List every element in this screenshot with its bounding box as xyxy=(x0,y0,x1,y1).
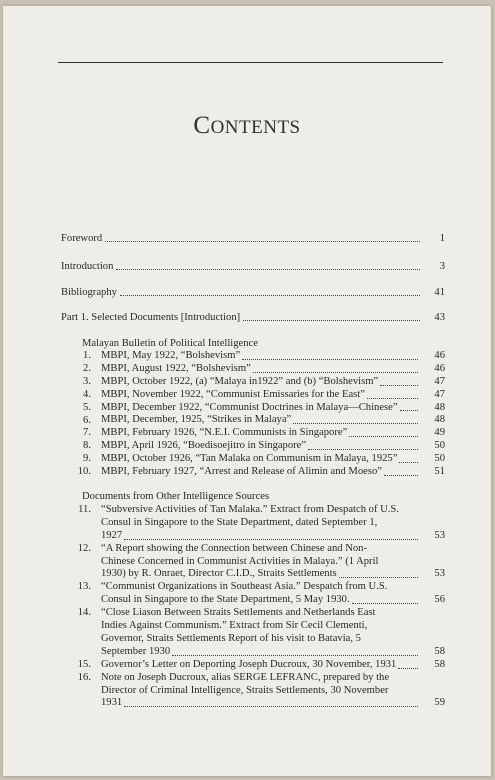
toc-item-text: MBPI, April 1926, “Boedisoejitro in Singapore” xyxy=(101,440,307,452)
toc-item-page: 58 xyxy=(434,645,445,657)
toc-item-line xyxy=(101,607,445,620)
toc-item-number: 7. xyxy=(83,427,91,439)
toc-entry-part-1 xyxy=(61,311,445,324)
toc-item-text: Consul in Singapore to the State Department, 5 May 1930. xyxy=(101,594,350,606)
toc-item-text: 1927 xyxy=(101,529,123,541)
toc-item-number: 5. xyxy=(83,401,91,413)
toc-item-number: 1. xyxy=(83,350,91,361)
toc-item-page: 46 xyxy=(434,362,445,374)
toc-item-body xyxy=(101,376,445,389)
section-heading: Malayan Bulletin of Political Intelligence xyxy=(82,338,258,349)
toc-item-line xyxy=(101,594,445,607)
toc-item-text: Consul in Singapore to the State Department, dated September 1, xyxy=(101,516,378,528)
toc-item-number: 13. xyxy=(77,581,91,593)
top-rule xyxy=(58,62,443,63)
dot-leader xyxy=(253,364,418,373)
section-heading: Documents from Other Intelligence Sources xyxy=(82,491,270,502)
toc-entry-introduction xyxy=(61,260,445,273)
toc-item-text: MBPI, December 1922, “Communist Doctrines in Malaya—Chinese” xyxy=(101,401,398,413)
dot-leader xyxy=(349,428,418,437)
toc-item-text: Indies Against Communism.” Extract from Sir Cecil Clementi, xyxy=(101,620,368,632)
toc-item-line xyxy=(101,415,445,428)
dot-leader xyxy=(398,660,418,669)
dot-leader xyxy=(380,377,418,386)
dot-leader xyxy=(384,467,418,476)
toc-item-line xyxy=(101,543,445,556)
toc-entry-foreword xyxy=(61,232,445,245)
toc-item-text: Note on Joseph Ducroux, alias SERGE LEFRANC, prepared by the xyxy=(101,671,390,683)
toc-item-line xyxy=(101,620,445,633)
toc-entry-label: Foreword xyxy=(61,233,103,244)
toc-item-number: 8. xyxy=(83,440,91,452)
toc-item-number: 4. xyxy=(83,388,91,400)
toc-item-text: MBPI, November 1922, “Communist Emissaries for the East” xyxy=(101,388,365,400)
toc-item-page: 48 xyxy=(434,401,445,413)
dot-leader xyxy=(116,260,420,270)
toc-item-number: 3. xyxy=(83,375,91,387)
toc-item-text: “Close Liason Between Straits Settlements and Netherlands East xyxy=(101,607,376,619)
toc-item-page: 46 xyxy=(434,349,445,361)
toc-item-page: 47 xyxy=(434,375,445,387)
toc-item-body xyxy=(101,427,445,440)
toc-item-page: 50 xyxy=(434,453,445,465)
toc-item-line xyxy=(101,427,445,440)
dot-leader xyxy=(120,286,420,296)
toc-item-line xyxy=(101,530,445,543)
toc-item-line xyxy=(101,440,445,453)
dot-leader xyxy=(124,531,418,540)
toc-item-text: September 1930 xyxy=(101,645,171,657)
toc-item-body xyxy=(101,466,445,479)
dot-leader xyxy=(399,454,418,463)
toc-item-line xyxy=(101,453,445,466)
toc-item-text: MBPI, October 1926, “Tan Malaka on Communism in Malaya, 1925” xyxy=(101,453,398,465)
dot-leader xyxy=(243,311,420,321)
toc-item-text: MBPI, October 1922, (a) “Malaya in1922” and (b) “Bolshevism” xyxy=(101,375,379,387)
toc-item-body xyxy=(101,453,445,466)
toc-item-page: 53 xyxy=(434,568,445,580)
toc-item-text: “A Report showing the Connection between Chinese and Non- xyxy=(101,542,367,554)
title-initial: C xyxy=(193,112,211,139)
toc-item-line xyxy=(101,466,445,479)
toc-item-line xyxy=(101,402,445,415)
toc-item-number: 15. xyxy=(77,658,91,670)
dot-leader xyxy=(172,647,418,656)
dot-leader xyxy=(242,351,418,360)
toc-entry-label: Bibliography xyxy=(61,287,117,298)
toc-entry-label: Part 1. Selected Documents [Introduction] xyxy=(61,312,241,323)
toc-entry-page: 1 xyxy=(439,233,445,244)
toc-item-text: Governor’s Letter on Deporting Joseph Ducroux, 30 November, 1931 xyxy=(101,658,397,670)
toc-item-body xyxy=(101,581,445,607)
toc-item-line xyxy=(101,376,445,389)
toc-item-body xyxy=(101,440,445,453)
toc-item-line xyxy=(101,556,445,569)
toc-item-line xyxy=(101,697,445,710)
toc-item-body xyxy=(101,415,445,428)
toc-item-number: 16. xyxy=(77,671,91,683)
dot-leader xyxy=(352,595,418,604)
toc-item-text: Chinese Concerned in Communist Activities in Malaya.” (1 April xyxy=(101,555,379,567)
toc-item-number: 10. xyxy=(77,466,91,478)
toc-item-text: MBPI, February 1927, “Arrest and Release of Alimin and Moeso” xyxy=(101,466,382,478)
toc-item-body xyxy=(101,350,445,363)
toc-item-page: 51 xyxy=(434,466,445,478)
book-page xyxy=(3,6,491,776)
toc-item-line xyxy=(101,659,445,672)
toc-item-page: 47 xyxy=(434,388,445,400)
toc-item-page: 48 xyxy=(434,414,445,426)
toc-item-page: 49 xyxy=(434,427,445,439)
dot-leader xyxy=(367,390,418,399)
toc-item-page: 50 xyxy=(434,440,445,452)
toc-item-body xyxy=(101,402,445,415)
toc-item-number: 14. xyxy=(77,607,91,619)
toc-item-text: MBPI, December, 1925, “Strikes in Malaya” xyxy=(101,414,292,426)
dot-leader xyxy=(339,569,418,578)
page-title xyxy=(3,112,491,140)
toc-item-page: 59 xyxy=(434,697,445,709)
toc-item-text: “Communist Organizations in Southeast Asia.” Despatch from U.S. xyxy=(101,581,388,593)
toc-item-text: “Subversive Activities of Tan Malaka.” Extract from Despatch of U.S. xyxy=(101,503,399,515)
toc-item-body xyxy=(101,363,445,376)
toc-entry-page: 41 xyxy=(434,287,445,298)
toc-item-text: MBPI, May 1922, “Bolshevism” xyxy=(101,349,241,361)
toc-entry-bibliography xyxy=(61,286,445,299)
toc-item-text: Governor, Straits Settlements Report of his visit to Batavia, 5 xyxy=(101,632,361,644)
dot-leader xyxy=(400,402,418,411)
toc-item-text: Director of Criminal Intelligence, Straits Settlements, 30 November xyxy=(101,684,389,696)
toc-item-page: 58 xyxy=(434,658,445,670)
toc-entry-page: 3 xyxy=(439,261,445,272)
toc-item-body xyxy=(101,543,445,582)
toc-item-line xyxy=(101,389,445,402)
dot-leader xyxy=(308,441,418,450)
toc-item-text: MBPI, February 1926, “N.E.I. Communists in Singapore” xyxy=(101,427,348,439)
toc-entry-page: 43 xyxy=(434,312,445,323)
toc-item-line xyxy=(101,350,445,363)
dot-leader xyxy=(105,232,420,242)
toc-item-body xyxy=(101,672,445,711)
toc-item-number: 11. xyxy=(78,504,91,515)
title-rest: ONTENTS xyxy=(210,117,301,138)
toc-item-line xyxy=(101,504,445,517)
dot-leader xyxy=(124,698,418,707)
toc-item-body xyxy=(101,504,445,543)
toc-item-line xyxy=(101,633,445,646)
toc-item-page: 56 xyxy=(434,594,445,606)
toc-item-number: 2. xyxy=(83,362,91,374)
toc-item-body xyxy=(101,607,445,659)
toc-item-text: 1931 xyxy=(101,697,123,709)
toc-item-line xyxy=(101,685,445,698)
toc-entry-label: Introduction xyxy=(61,261,114,272)
dot-leader xyxy=(293,415,418,424)
toc-item-number: 6. xyxy=(83,414,91,426)
toc-item-body xyxy=(101,659,445,672)
toc-item-line xyxy=(101,581,445,594)
toc-item-body xyxy=(101,389,445,402)
toc-item-number: 12. xyxy=(77,542,91,554)
toc-item-text: MBPI, August 1922, “Bolshevism” xyxy=(101,362,251,374)
toc-item-line xyxy=(101,672,445,685)
toc-item-line xyxy=(101,568,445,581)
toc-item-line xyxy=(101,646,445,659)
toc-item-page: 53 xyxy=(434,529,445,541)
toc-item-number: 9. xyxy=(83,453,91,465)
toc-item-line xyxy=(101,363,445,376)
toc-item-line xyxy=(101,517,445,530)
toc-item-text: 1930) by R. Onraet, Director C.I.D., Straits Settlements xyxy=(101,568,337,580)
